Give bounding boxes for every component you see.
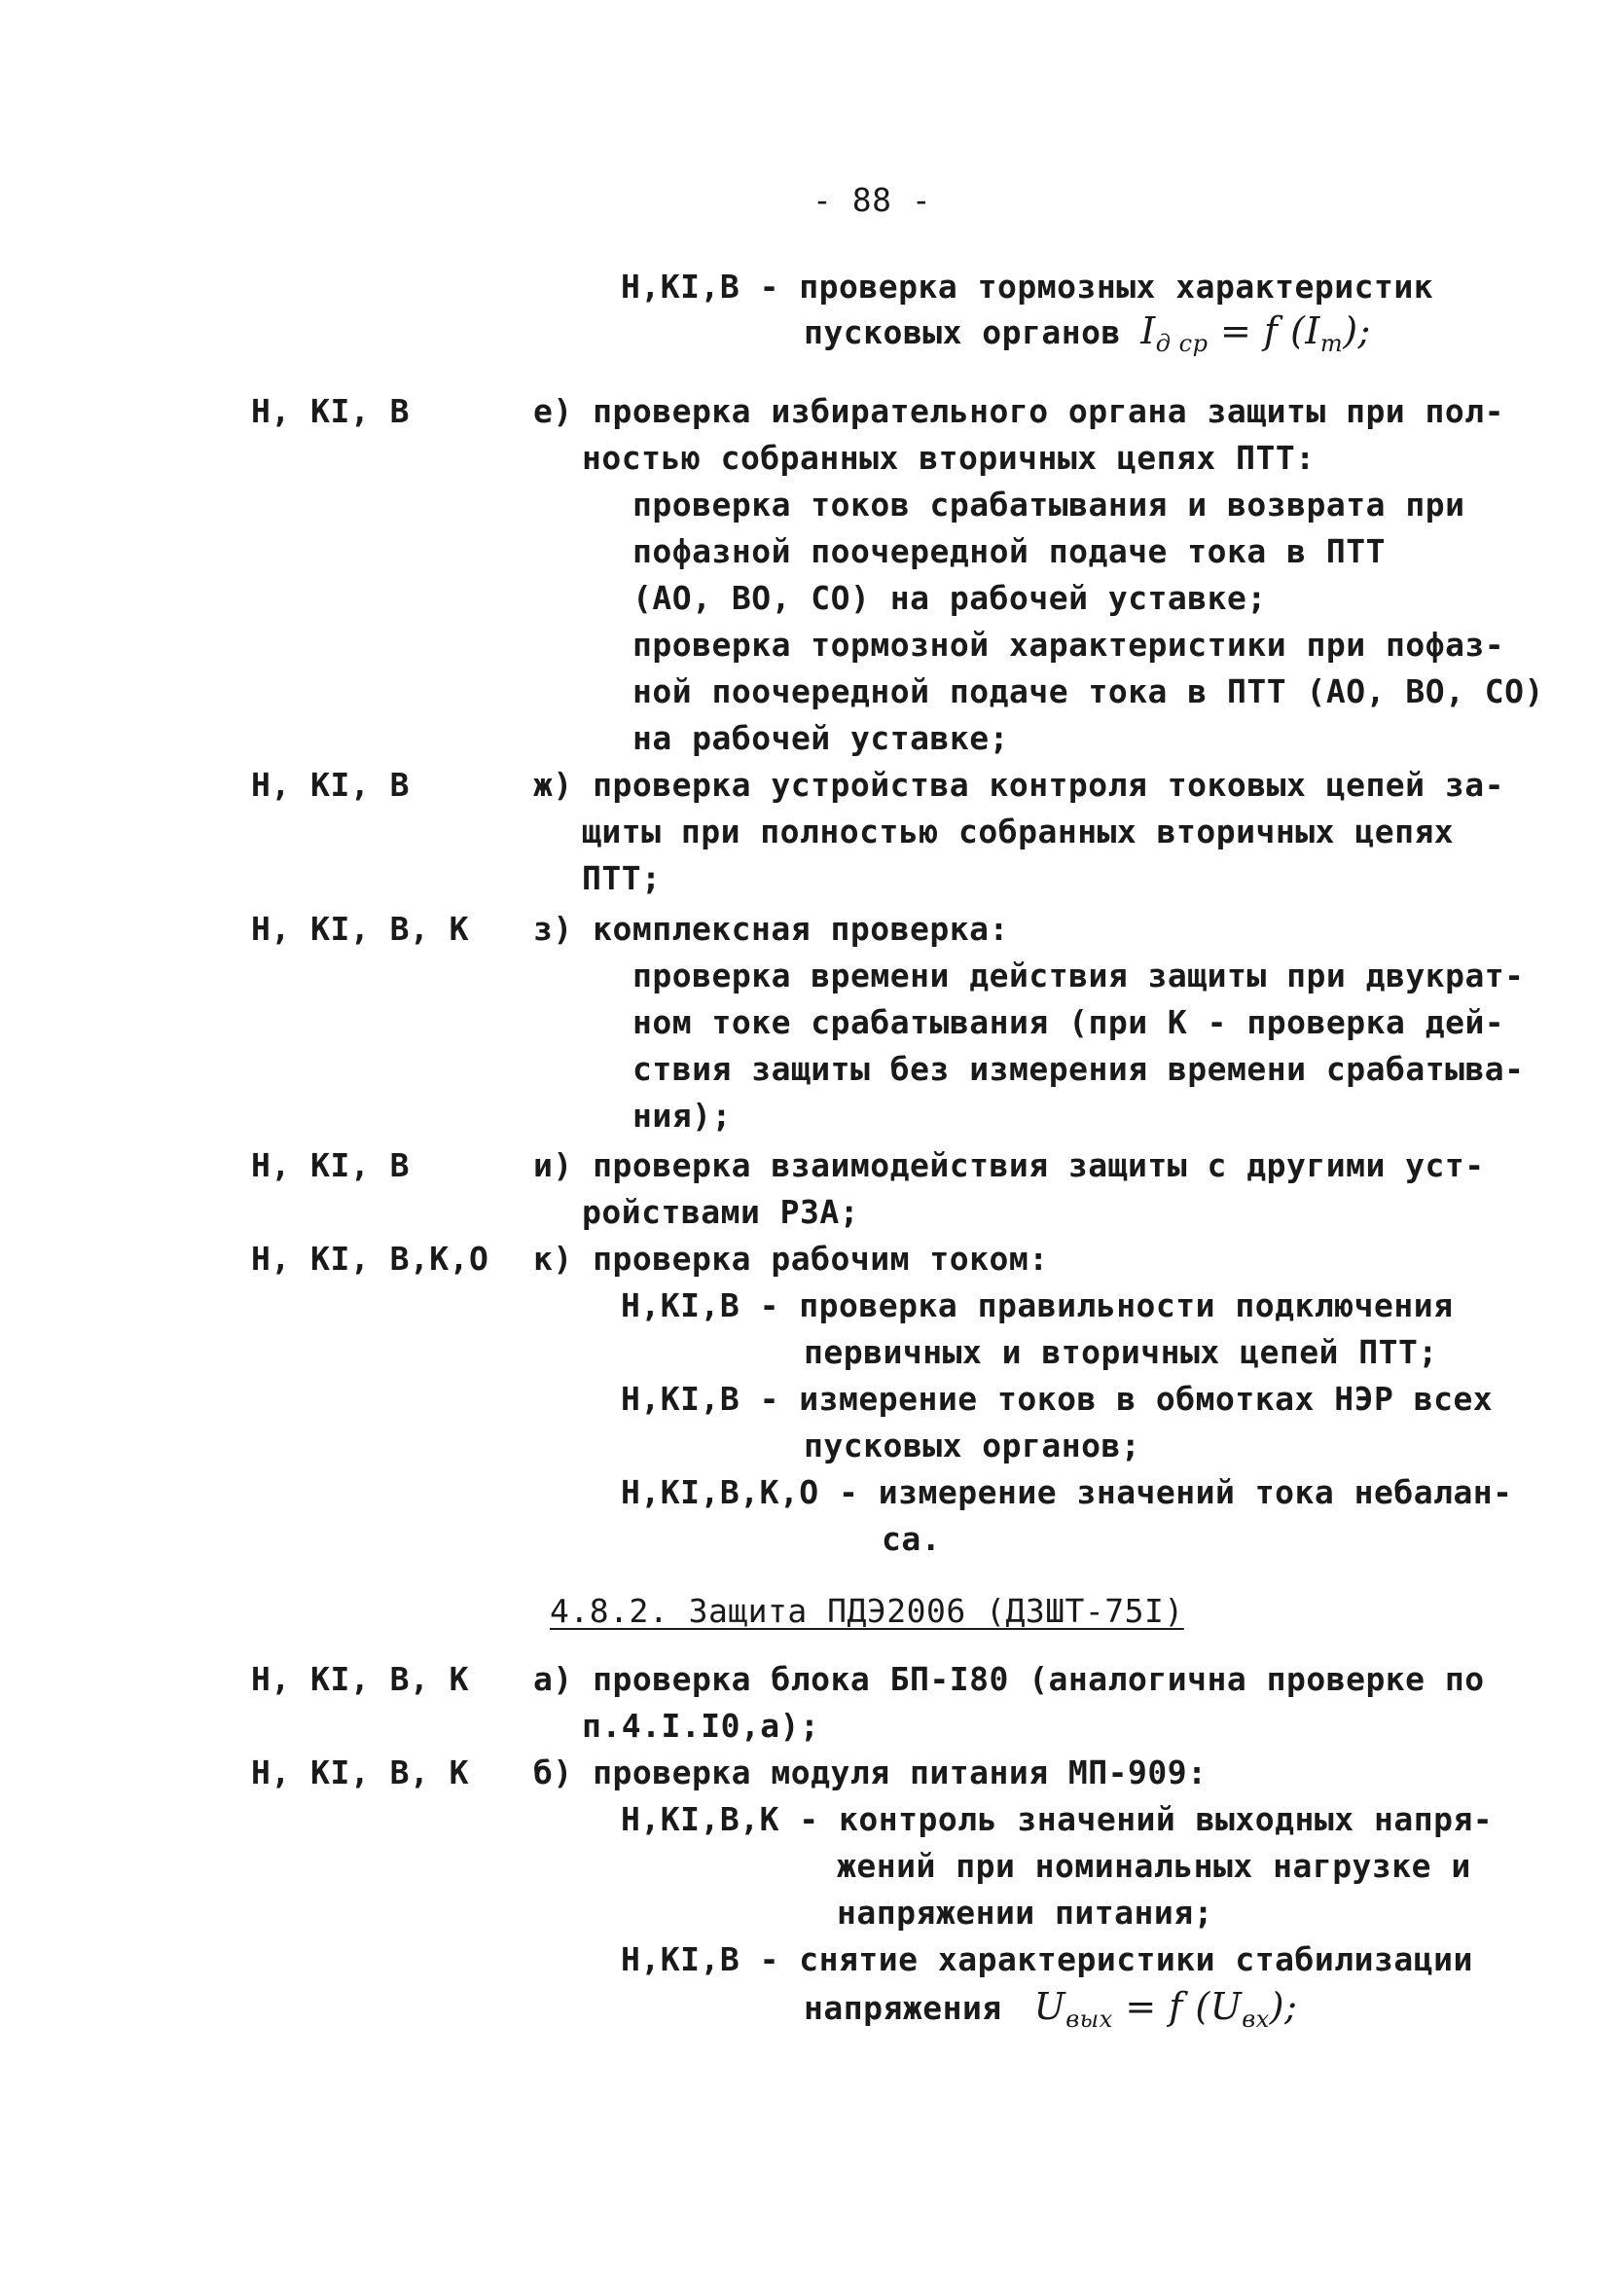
item-text: Н,КI,В - снятие характеристики стабилизации — [621, 1940, 1473, 1978]
item-marker: Н, КI, В, К — [251, 910, 470, 948]
formula-sub: вх — [1242, 2006, 1270, 2033]
text-line: Н,КI,В - проверка тормозных характеристик — [621, 268, 1434, 306]
item-marker: Н, КI, В — [251, 766, 410, 804]
item-text: са. — [882, 1520, 942, 1558]
formula-u-out — [1022, 1985, 1298, 2033]
item-text: пофазной поочередной подаче тока в ПТТ — [632, 532, 1386, 570]
section-heading: 4.8.2. Защита ПДЭ2006 (ДЗШТ-75I) — [550, 1592, 1184, 1630]
item-text: ствия защиты без измерения времени срабатыва- — [632, 1050, 1525, 1088]
formula-i-dcp — [1140, 309, 1371, 357]
item-marker: Н, КI, В, К — [251, 1660, 470, 1698]
item-text: щиты при полностью собранных вторичных цепях — [582, 813, 1455, 850]
formula-var: U — [1033, 1985, 1066, 2028]
item-text: Н,КI,В - измерение токов в обмотках НЭР всех — [621, 1380, 1494, 1418]
item-text: (АО, ВО, СО) на рабочей уставке; — [632, 579, 1267, 617]
formula-sub: т — [1319, 330, 1344, 357]
item-text: ностью собранных вторичных цепях ПТТ: — [582, 439, 1316, 477]
item-text: е) проверка избирательного органа защиты при пол- — [533, 392, 1505, 430]
item-text: пусковых органов; — [804, 1427, 1141, 1464]
item-text: ния); — [632, 1097, 732, 1135]
item-text: ройствами РЗА; — [582, 1193, 860, 1231]
item-text: первичных и вторичных цепей ПТТ; — [804, 1333, 1438, 1371]
formula-var: U — [1209, 1985, 1243, 2028]
item-text: п.4.I.I0,а); — [582, 1707, 820, 1745]
item-text: жений при номинальных нагрузке и — [837, 1847, 1471, 1885]
formula-eq: = — [1112, 1985, 1170, 2028]
item-text: Н,КI,В,К - контроль значений выходных напря- — [621, 1800, 1494, 1838]
formula-sub: д ср — [1155, 330, 1209, 357]
item-text: проверка токов срабатывания и возврата при — [632, 486, 1465, 524]
item-text: проверка тормозной характеристики при пофаз- — [632, 626, 1505, 664]
item-text: ПТТ; — [582, 859, 662, 897]
formula-sub: вых — [1065, 2006, 1113, 2033]
item-text: на рабочей уставке; — [632, 719, 1009, 757]
item-text: к) проверка рабочим током: — [533, 1240, 1049, 1278]
text-line — [804, 1987, 1297, 2039]
item-text: и) проверка взаимодействия защиты с другими уст- — [533, 1146, 1485, 1184]
item-text: ном токе срабатывания (при К - проверка дей- — [632, 1003, 1505, 1041]
item-text: з) комплексная проверка: — [533, 910, 1009, 948]
formula-var: I — [1140, 309, 1156, 352]
item-marker: Н, КI, В — [251, 392, 410, 430]
formula-close: ); — [1343, 309, 1371, 352]
item-text: ж) проверка устройства контроля токовых цепей за- — [533, 766, 1505, 804]
item-text: ной поочередной подаче тока в ПТТ (АО, ВО, СО) — [632, 672, 1544, 710]
item-marker: Н, КI, В, К — [251, 1753, 470, 1791]
formula-close: ); — [1269, 1985, 1298, 2028]
text-span: пусковых органов — [804, 313, 1121, 351]
page-number: - 88 - — [812, 181, 932, 219]
item-text: напряжении питания; — [837, 1894, 1213, 1932]
item-text: проверка времени действия защиты при двукрат- — [632, 957, 1525, 994]
item-marker: Н, КI, В,К,О — [251, 1240, 489, 1278]
item-text: Н,КI,В - проверка правильности подключения — [621, 1286, 1454, 1324]
formula-open: ( — [1182, 1985, 1210, 2028]
item-text: б) проверка модуля питания МП-909: — [533, 1753, 1208, 1791]
formula-eq: = f ( — [1208, 309, 1306, 352]
formula-var: I — [1305, 309, 1320, 352]
item-text: а) проверка блока БП-I80 (аналогична проверке по — [533, 1660, 1485, 1698]
formula-var: f — [1169, 1985, 1183, 2028]
text-line — [804, 311, 1371, 363]
item-marker: Н, КI, В — [251, 1146, 410, 1184]
text-span: напряжения — [804, 1989, 1002, 2027]
item-text: Н,КI,В,К,О - измерение значений тока небалан- — [621, 1473, 1513, 1511]
